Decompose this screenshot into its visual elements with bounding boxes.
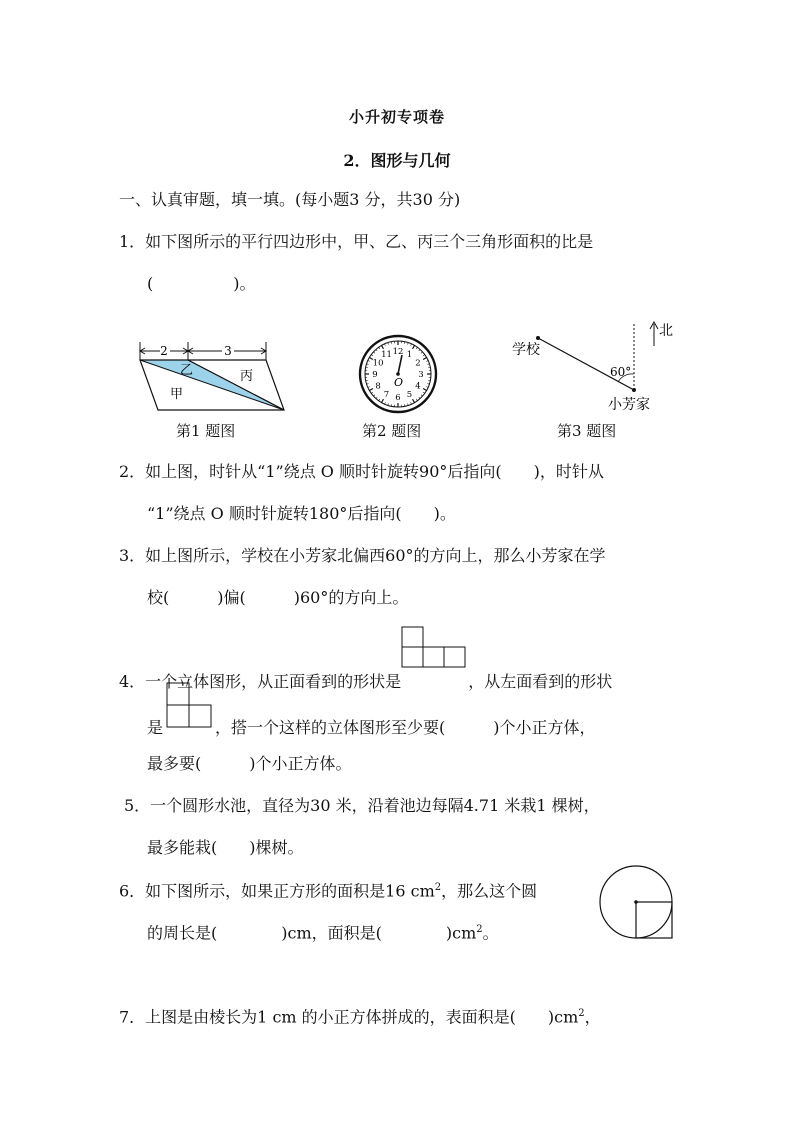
exam-subtitle: 2．图形与几何: [343, 151, 451, 170]
clock-tick: [421, 352, 422, 353]
clock-center-label: O: [394, 376, 404, 389]
clock-tick: [376, 397, 377, 398]
clock-number: 4: [415, 381, 421, 392]
clock-hour-hand: [398, 355, 402, 374]
q5-line2: 最多能栽( )棵树。: [147, 838, 304, 857]
clock-tick: [385, 344, 386, 346]
q6-line1-sup: 2: [434, 882, 442, 893]
clock-number: 3: [418, 370, 424, 380]
clock-tick: [379, 399, 380, 401]
q1-line2: ( )。: [147, 274, 256, 293]
clock-tick: [423, 358, 426, 360]
clock-tick: [373, 395, 374, 396]
q7-line1-text-b: ，: [584, 1007, 601, 1027]
label-jia: 甲: [170, 387, 184, 402]
q6-line2-text-b: 。: [482, 923, 499, 943]
clock-tick: [423, 355, 425, 356]
label-home: 小芳家: [608, 397, 650, 413]
q6-line1: [119, 876, 537, 903]
q2-line2: “1”绕点 O 顺时针旋转180°后指向( )。: [147, 504, 456, 523]
q4-line2: [147, 716, 596, 740]
figure1-caption: 第1 题图: [176, 422, 236, 440]
clock-number: 7: [383, 389, 390, 400]
clock-tick: [385, 402, 386, 404]
school-home-line: [538, 338, 634, 390]
q3-line1: 3．如上图所示，学校在小芳家北偏西60°的方向上，那么小芳家在学: [119, 546, 606, 565]
circle-center: [634, 900, 638, 904]
label-north: 北: [659, 323, 673, 339]
label-3: 3: [224, 344, 232, 358]
clock-number: 6: [395, 393, 401, 403]
clock-number: 8: [375, 381, 381, 392]
q6-line1-text-b: ，那么这个圆: [441, 881, 538, 901]
exam-title: 小升初专项卷: [348, 108, 445, 126]
q6-line2-sup: 2: [476, 924, 483, 935]
q6-line2-text-a: 的周长是( )cm，面积是( )cm: [147, 923, 477, 943]
figure3-direction: [508, 318, 688, 416]
label-angle: 60°: [610, 365, 632, 379]
label-school: 学校: [512, 342, 540, 358]
clock-tick: [426, 387, 428, 388]
figure3-caption: 第3 题图: [557, 422, 617, 440]
clock-number: 2: [415, 358, 421, 369]
label-2: 2: [160, 344, 168, 358]
q4-line3: 最多要( )个小正方体。: [147, 754, 352, 773]
figure1-parallelogram: [132, 338, 292, 418]
clock-tick: [416, 347, 417, 349]
q7-line1-text-a: 7．上图是由棱长为1 cm 的小正方体拼成的，表面积是( )cm: [119, 1007, 579, 1027]
figure6-circle-square: [599, 862, 675, 942]
clock-tick: [419, 397, 420, 398]
figure2-clock: [357, 333, 439, 415]
clock-tick: [419, 349, 420, 350]
clock-tick: [416, 399, 417, 401]
clock-number: 1: [406, 350, 413, 361]
clock-tick: [413, 399, 415, 402]
clock-tick: [369, 389, 372, 391]
triangle-yi: [140, 360, 284, 410]
q7-line1: [119, 1002, 601, 1029]
clock-tick: [379, 347, 380, 349]
q4-line1-text-b: ，从左面看到的形状: [468, 672, 613, 691]
clock-number: 10: [372, 358, 384, 369]
figure2-caption: 第2 题图: [362, 422, 422, 440]
q6-line1-text-a: 6．如下图所示，如果正方形的面积是16 cm: [119, 881, 435, 901]
section-heading: 一、认真审题，填一填。(每小题3 分，共30 分): [119, 190, 461, 209]
clock-tick: [376, 349, 377, 350]
clock-tick: [382, 345, 384, 348]
label-yi: 乙: [180, 363, 194, 378]
school-point: [536, 336, 540, 340]
q1-line1: 1．如下图所示的平行四边形中，甲、乙、丙三个三角形面积的比是: [119, 232, 594, 251]
q4-line2-text-a: 是: [147, 718, 164, 737]
left-view-shape: [163, 716, 215, 740]
q6-line2: [147, 918, 499, 945]
clock-tick: [423, 392, 425, 393]
clock-tick: [371, 392, 373, 393]
clock-tick: [426, 361, 428, 362]
clock-tick: [373, 352, 374, 353]
label-bing: 丙: [240, 369, 254, 384]
clock-tick: [423, 389, 426, 391]
q2-line1: 2．如上图，时针从“1”绕点 O 顺时针旋转90°后指向( )，时针从: [119, 462, 604, 481]
clock-tick: [421, 395, 422, 396]
q4-line2-text-b: ，搭一个这样的立体图形至少要( )个小正方体，: [215, 718, 596, 737]
clock-number: 11: [381, 350, 392, 361]
q3-line2: 校( )偏( )60°的方向上。: [147, 588, 409, 607]
clock-tick: [411, 344, 412, 346]
q5-line1: 5．一个圆形水池，直径为30 米，沿着池边每隔4.71 米栽1 棵树，: [124, 796, 600, 815]
clock-tick: [411, 402, 412, 404]
q4-line1-text-a: 4．一个立体图形，从正面看到的形状是: [119, 672, 402, 691]
front-view-shape: [401, 652, 468, 694]
clock-tick: [413, 345, 415, 348]
clock-tick: [368, 361, 370, 362]
q7-line1-sup: 2: [578, 1008, 585, 1019]
clock-number: 9: [372, 370, 378, 380]
clock-tick: [371, 355, 373, 356]
clock-tick: [368, 387, 370, 388]
clock-number: 5: [406, 389, 413, 400]
clock-number: 12: [392, 347, 404, 357]
